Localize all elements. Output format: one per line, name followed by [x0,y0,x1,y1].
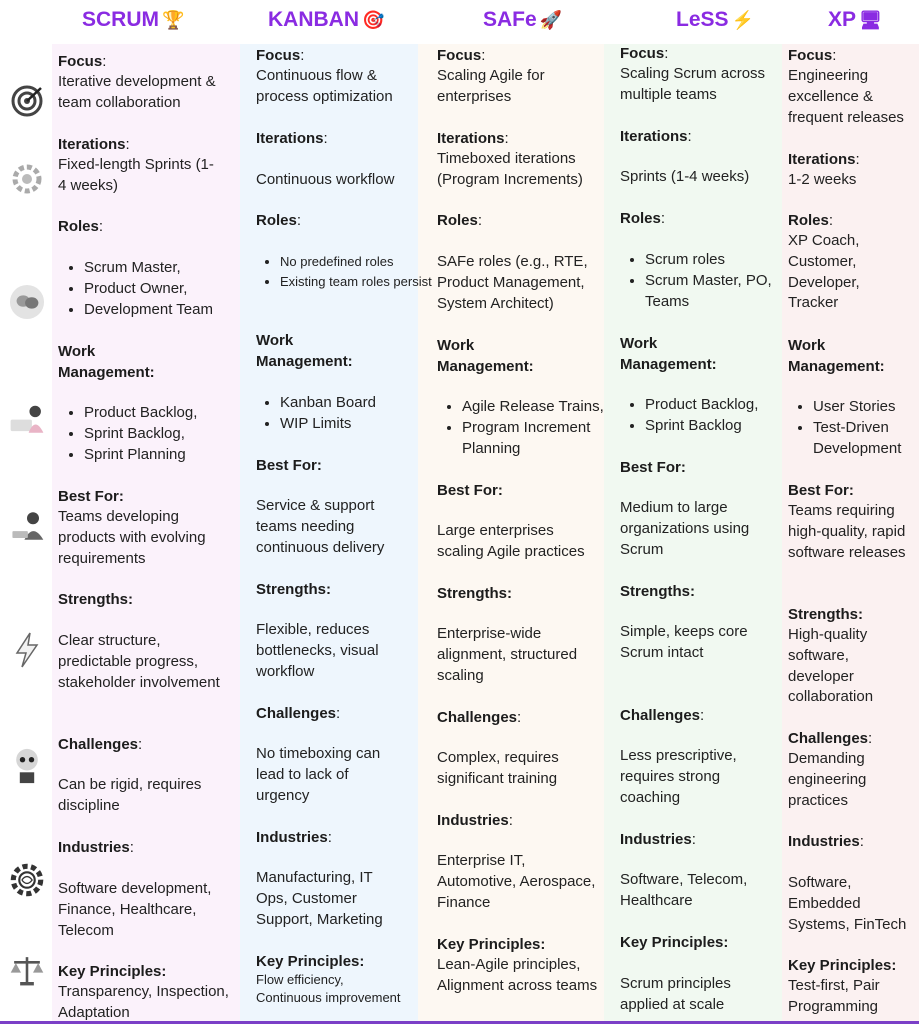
computer-icon: 🖥 [859,10,882,30]
list-item: • WIP Limits [280,414,442,435]
key-principles-value: Scrum principles applied at scale [620,975,731,1013]
industries-label: Industries: [788,833,864,850]
list-item: • Agile Release Trains, [462,397,638,418]
roles-list [620,250,807,312]
challenges-value: Can be rigid, requires discipline [58,776,202,814]
work-list [58,403,266,465]
strengths-label: Strengths: [788,606,863,623]
strengths-label: Strengths: [256,581,331,598]
gear-globe-icon [9,862,45,898]
list-item: • Product Backlog, [645,395,807,416]
person-laptop-icon [9,400,45,436]
work-label-2: Management: [788,358,885,375]
industries-value: Software development, Finance, Healthcare, Telecom [58,880,212,939]
list-item: • Test-Driven Development [813,418,919,460]
iterations-label: Iterations: [437,130,509,147]
focus-label: Focus: [256,47,305,64]
header-xp: XP 🖥 [828,8,882,31]
work-label-1: Work [256,332,294,349]
best-for-label: Best For: [437,482,503,499]
work-label-2: Management: [58,364,155,381]
lightning-emoji-icon: ⚡ [731,10,754,30]
strengths-value: High-quality software, developer collaboration [788,626,874,706]
industries-label: Industries: [620,831,696,848]
header-scrum: SCRUM 🏆 [82,8,185,31]
roles-value: SAFe roles (e.g., RTE, Product Management, System Architect) [437,253,588,312]
key-principles-value: Flow efficiency, Continuous improvement [256,972,401,1005]
work-label-1: Work [437,337,475,354]
focus-value: Continuous flow & process optimization [256,67,393,105]
strengths-value: Clear structure, predictable progress, stakeholder involvement [58,632,220,691]
iterations-value: Timeboxed iterations (Program Increments) [437,150,583,188]
rocket-icon: 🚀 [539,10,563,30]
header-kanban: KANBAN 🎯 [268,8,385,31]
focus-value: Scaling Scrum across multiple teams [620,65,766,103]
list-item: • Scrum roles [645,250,807,271]
iterations-value: Fixed-length Sprints (1-4 weeks) [58,156,214,194]
roles-value: XP Coach, Customer, Developer, Tracker [788,232,860,312]
key-principles-label: Key Principles: [788,957,897,974]
list-item: • Development Team [84,300,266,321]
key-principles-label: Key Principles: [256,953,365,970]
focus-label: Focus: [58,53,107,70]
header-safe: SAFe 🚀 [483,8,563,31]
challenges-label: Challenges: [620,707,705,724]
work-list [620,395,807,437]
work-label-2: Management: [437,358,534,375]
iterations-label: Iterations: [58,136,130,153]
industries-value: Software, Telecom, Healthcare [620,871,748,909]
focus-label: Focus: [437,47,486,64]
best-for-value: Teams requiring high-quality, rapid software releases [788,502,906,561]
work-list [437,397,638,459]
best-for-value: Large enterprises scaling Agile practices [437,522,585,560]
strengths-value: Enterprise-wide alignment, structured scaling [437,625,578,684]
work-label-1: Work [620,335,658,352]
roles-label: Roles: [256,212,302,229]
best-for-label: Best For: [58,488,124,505]
roles-label: Roles: [437,212,483,229]
masks-icon [9,284,45,320]
best-for-label: Best For: [620,459,686,476]
challenges-label: Challenges: [256,705,341,722]
challenges-value: Complex, requires significant training [437,749,559,787]
list-item: • No predefined roles [280,252,442,272]
list-item: • Sprint Backlog [645,416,807,437]
list-item: • Product Backlog, [84,403,266,424]
iterations-label: Iterations: [788,151,860,168]
best-for-value: Teams developing products with evolving requirements [58,508,206,567]
list-item: • Existing team roles persist [280,272,442,292]
key-principles-label: Key Principles: [58,963,167,980]
challenges-label: Challenges: [437,709,522,726]
work-label-1: Work [788,337,826,354]
work-list [788,397,919,459]
focus-value: Iterative development & team collaboration [58,73,216,111]
work-label-1: Work [58,343,96,360]
scales-icon [9,952,45,988]
roles-label: Roles: [58,218,104,235]
industries-label: Industries: [256,829,332,846]
challenges-value: Less prescriptive, requires strong coaching [620,747,737,806]
challenges-value: No timeboxing can lead to lack of urgency [256,745,381,804]
list-item: • Scrum Master, [84,258,266,279]
iterations-label: Iterations: [256,130,328,147]
key-principles-value: Transparency, Inspection, Adaptation [58,983,229,1021]
focus-label: Focus: [620,45,669,62]
key-principles-value: Lean-Agile principles, Alignment across teams [437,956,598,994]
work-list [256,393,442,435]
industries-value: Enterprise IT, Automotive, Aerospace, Finance [437,852,596,911]
target-icon [9,83,45,119]
roles-label: Roles: [620,210,666,227]
industries-value: Software, Embedded Systems, FinTech [788,874,907,933]
industries-value: Manufacturing, IT Ops, Customer Support, Marketing [256,869,383,928]
key-principles-label: Key Principles: [437,936,546,953]
best-for-value: Medium to large organizations using Scrum [620,499,750,558]
focus-value: Scaling Agile for enterprises [437,67,545,105]
roles-list [256,252,442,291]
focus-value: Engineering excellence & frequent releases [788,67,904,126]
best-for-label: Best For: [256,457,322,474]
industries-label: Industries: [437,812,513,829]
key-principles-value: Test-first, Pair Programming [788,977,880,1015]
list-item: • Product Owner, [84,279,266,300]
list-item: • Sprint Planning [84,445,266,466]
strengths-label: Strengths: [58,591,133,608]
best-for-label: Best For: [788,482,854,499]
iterations-value: 1-2 weeks [788,171,857,188]
challenges-value: Demanding engineering practices [788,750,867,809]
list-item: • User Stories [813,397,919,418]
key-principles-label: Key Principles: [620,934,729,951]
worker-icon [9,748,45,784]
list-item: • Sprint Backlog, [84,424,266,445]
strengths-value: Flexible, reduces bottlenecks, visual workflow [256,621,379,680]
person-reading-icon [9,508,45,544]
best-for-value: Service & support teams needing continuous delivery [256,497,385,556]
roles-label: Roles: [788,212,834,229]
industries-label: Industries: [58,839,134,856]
dart-target-icon: 🎯 [362,10,385,30]
header-less: LeSS ⚡ [676,8,754,31]
challenges-label: Challenges: [58,736,143,753]
iterations-value: Continuous workflow [256,171,395,188]
strengths-label: Strengths: [620,583,695,600]
challenges-label: Challenges: [788,730,873,747]
trophy-icon: 🏆 [162,10,185,30]
iterations-label: Iterations: [620,128,692,145]
work-label-2: Management: [256,353,353,370]
list-item: • Kanban Board [280,393,442,414]
work-label-2: Management: [620,356,717,373]
list-item: • Program Increment Planning [462,418,638,460]
strengths-value: Simple, keeps core Scrum intact [620,623,748,661]
lightning-icon [9,632,45,668]
strengths-label: Strengths: [437,585,512,602]
focus-label: Focus: [788,47,837,64]
roles-list [58,258,266,320]
list-item: • Scrum Master, PO, Teams [645,271,807,313]
gear-icon [9,161,45,197]
iterations-value: Sprints (1-4 weeks) [620,168,750,185]
